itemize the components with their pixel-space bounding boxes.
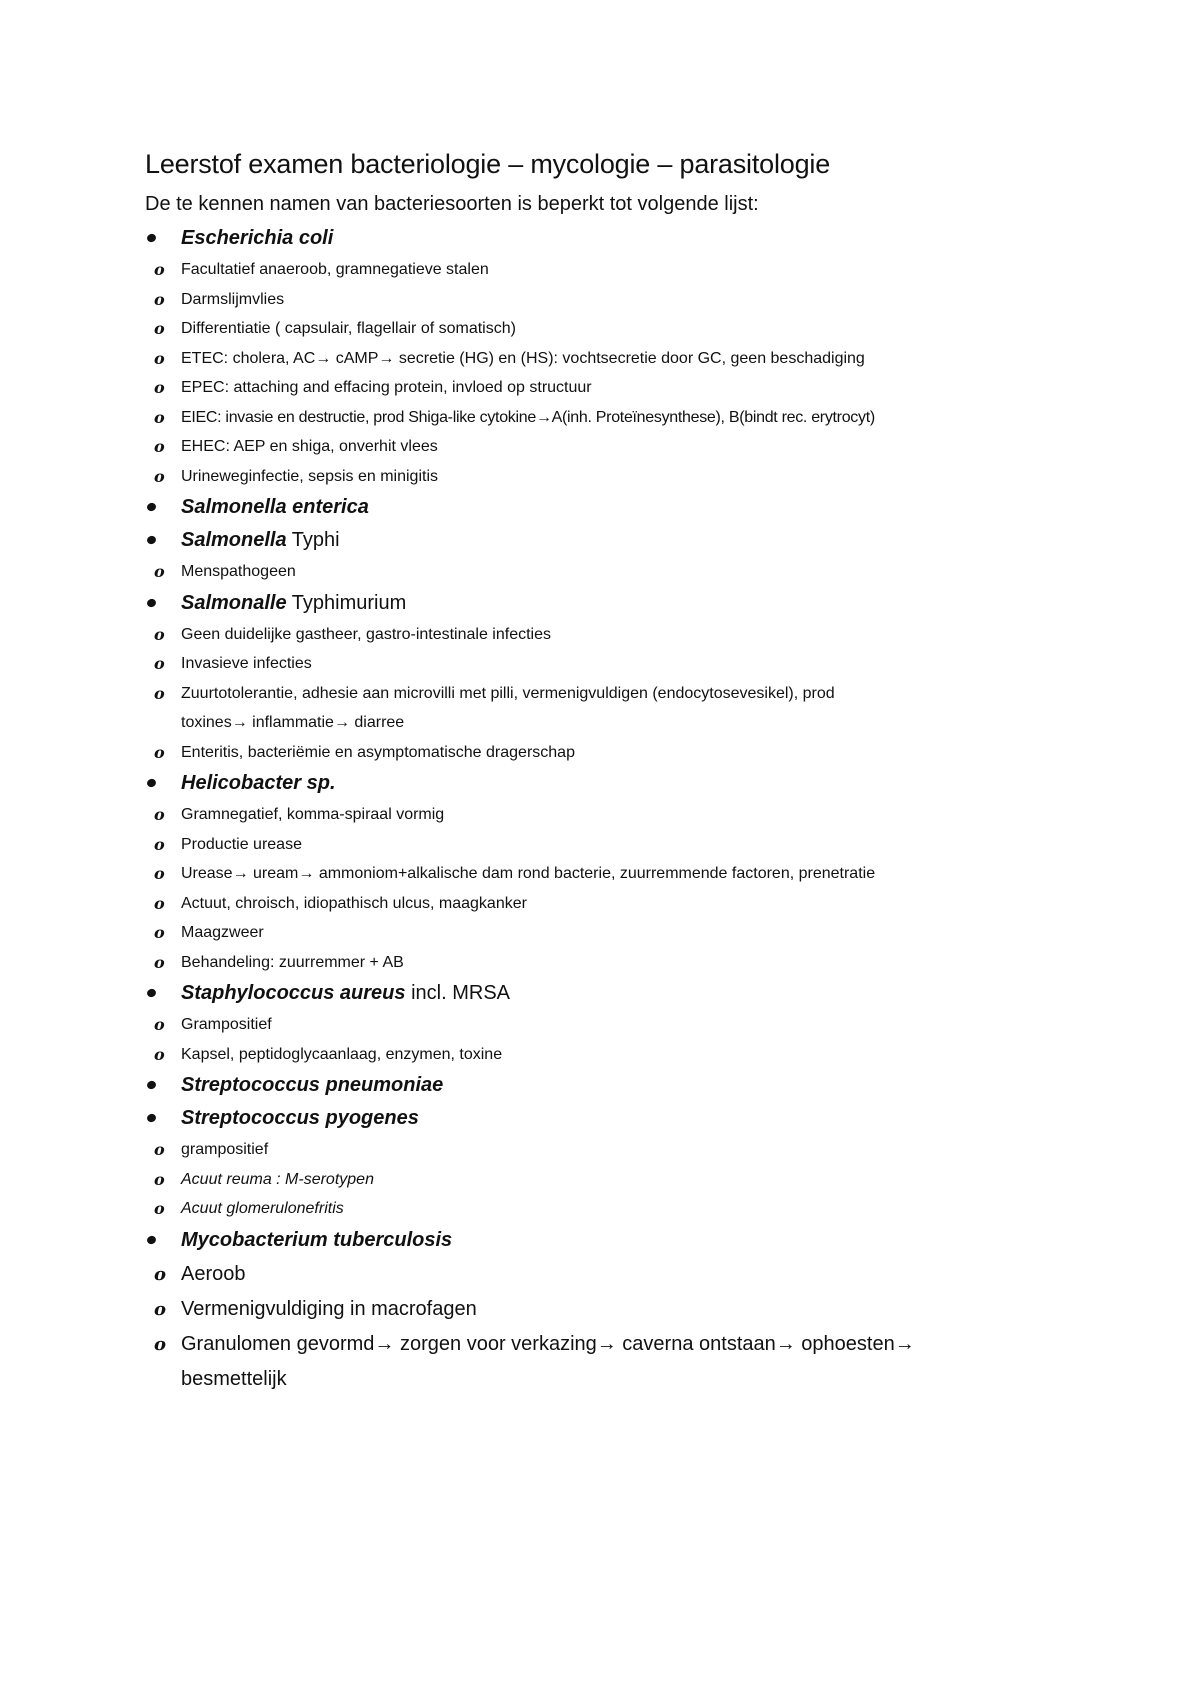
circle-bullet-icon: o [154,437,165,456]
circle-bullet-icon: o [154,348,165,368]
sublist-item: o Urease→ uream→ ammoniom+alkalische dam rond bacterie, zuurremmende factoren, prenetratie [181,859,1085,889]
circle-bullet-icon: o [154,893,165,913]
sublist [154,557,1085,587]
circle-bullet-icon: o [154,1140,165,1159]
circle-bullet-icon: o [154,1298,167,1320]
document-content [145,146,1085,1397]
species-serovar: Typhimurium [286,591,407,614]
sublist-item: o Gramnegatief, komma-spiraal vormig [181,800,1085,830]
circle-bullet-icon: o [154,1169,165,1189]
sublist [154,800,1085,977]
circle-bullet-icon: o [154,1199,165,1218]
species-name: Salmonella enterica [181,496,369,518]
intro-text: De te kennen namen van bacteriesoorten is beperkt tot volgende lijst: [145,193,759,215]
species-serovar: Typhi [286,529,340,551]
list-item [145,767,1085,977]
sublist-item: o EPEC: attaching and effacing protein, invloed op structuur [181,373,1085,403]
bullet-icon [146,778,157,789]
sublist-item: o Facultatief anaeroob, gramnegatieve stalen [181,255,1085,285]
bullet-icon [146,988,157,999]
sublist-item: o Grampositief [181,1010,1085,1040]
sublist [154,620,1085,768]
bullet-icon [146,502,157,513]
circle-bullet-icon: o [154,378,165,397]
circle-bullet-icon: o [154,923,165,942]
circle-bullet-icon: o [154,864,165,883]
circle-bullet-icon: o [154,260,165,279]
species-name: Streptococcus pyogenes [181,1107,419,1129]
species-name: Mycobacterium tuberculosis [181,1228,453,1251]
sublist [154,1010,1085,1069]
sublist-item: o Aeroob [181,1257,1085,1292]
sublist-item: o Geen duidelijke gastheer, gastro-intestinale infecties [181,620,1085,650]
circle-bullet-icon: o [154,1044,165,1064]
sublist-item: o Zuurtotolerantie, adhesie aan microvilli met pilli, vermenigvuldigen (endocytosevesikel), prod toxines→ inflammatie→ diarree [181,679,1085,738]
sublist-item: o ETEC: cholera, AC→ cAMP→ secretie (HG) en (HS): vochtsecretie door GC, geen beschadiging [181,344,1085,374]
continuation-line: toxines→ inflammatie→ diarree [181,714,405,731]
sublist-item: o Acuut reuma : M-serotypen [181,1165,1085,1195]
bullet-icon [146,1234,157,1245]
circle-bullet-icon: o [154,805,165,824]
list-item [145,222,1085,491]
bullet-icon [146,1113,157,1124]
sublist [154,255,1085,491]
circle-bullet-icon: o [154,319,165,338]
circle-bullet-icon: o [154,952,165,972]
sublist-item: o Productie urease [181,830,1085,860]
sublist-item: o Invasieve infecties [181,649,1085,679]
bullet-icon [146,597,157,608]
list-item [145,977,1085,1069]
species-note: incl. MRSA [405,982,510,1004]
species-name: Streptococcus pneumoniae [181,1074,444,1096]
sublist-item: o Menspathogeen [181,557,1085,587]
sublist [154,1135,1085,1224]
bacteria-list [145,222,1085,1397]
sublist-item: o EHEC: AEP en shiga, onverhit vlees [181,432,1085,462]
list-item [145,491,1085,524]
circle-bullet-icon: o [154,407,165,427]
sublist-item: o Actuut, chroisch, idiopathisch ulcus, maagkanker [181,889,1085,919]
species-name: Helicobacter sp. [181,772,336,794]
sublist-item: o Urineweginfectie, sepsis en minigitis [181,462,1085,492]
sublist-item: o Acuut glomerulonefritis [181,1194,1085,1224]
circle-bullet-icon: o [154,683,165,703]
circle-bullet-icon: o [154,654,165,673]
list-item [145,1069,1085,1102]
circle-bullet-icon: o [154,562,165,581]
bullet-icon [146,535,157,546]
sublist [154,1257,1085,1397]
sublist-item: o Granulomen gevormd→ zorgen voor verkazing→ caverna ontstaan→ ophoesten→ besmettelijk [181,1327,1085,1397]
sublist-item: o grampositief [181,1135,1085,1165]
circle-bullet-icon: o [154,1015,165,1034]
circle-bullet-icon: o [154,624,165,644]
bullet-icon [146,233,157,244]
species-name: Salmonalle [181,591,287,614]
list-item [145,524,1085,587]
circle-bullet-icon: o [154,289,165,309]
list-item [145,587,1085,768]
sublist-item: o EIEC: invasie en destructie, prod Shiga-like cytokine→A(inh. Proteïnesynthese), B(bindt rec. erytrocyt) [181,403,1085,433]
sublist-item: o Enteritis, bacteriëmie en asymptomatische dragerschap [181,738,1085,768]
circle-bullet-icon: o [154,834,165,854]
bullet-icon [146,1080,157,1091]
list-item [145,1224,1085,1397]
sublist-item: o Kapsel, peptidoglycaanlaag, enzymen, toxine [181,1040,1085,1070]
sublist-item: o Behandeling: zuurremmer + AB [181,948,1085,978]
species-name: Salmonella [181,529,287,551]
circle-bullet-icon: o [154,742,165,762]
species-name: Staphylococcus aureus [181,982,406,1004]
circle-bullet-icon: o [154,466,165,486]
page-title: Leerstof examen bacteriologie – mycologie – parasitologie [145,149,831,179]
circle-bullet-icon: o [154,1333,167,1355]
sublist-item: o Differentiatie ( capsulair, flagellair of somatisch) [181,314,1085,344]
continuation-line: besmettelijk [181,1367,287,1390]
species-name: Escherichia coli [181,227,334,249]
circle-bullet-icon: o [154,1263,167,1285]
sublist-item: o Maagzweer [181,918,1085,948]
list-item [145,1102,1085,1224]
sublist-item: o Darmslijmvlies [181,285,1085,315]
sublist-item: o Vermenigvuldiging in macrofagen [181,1292,1085,1327]
